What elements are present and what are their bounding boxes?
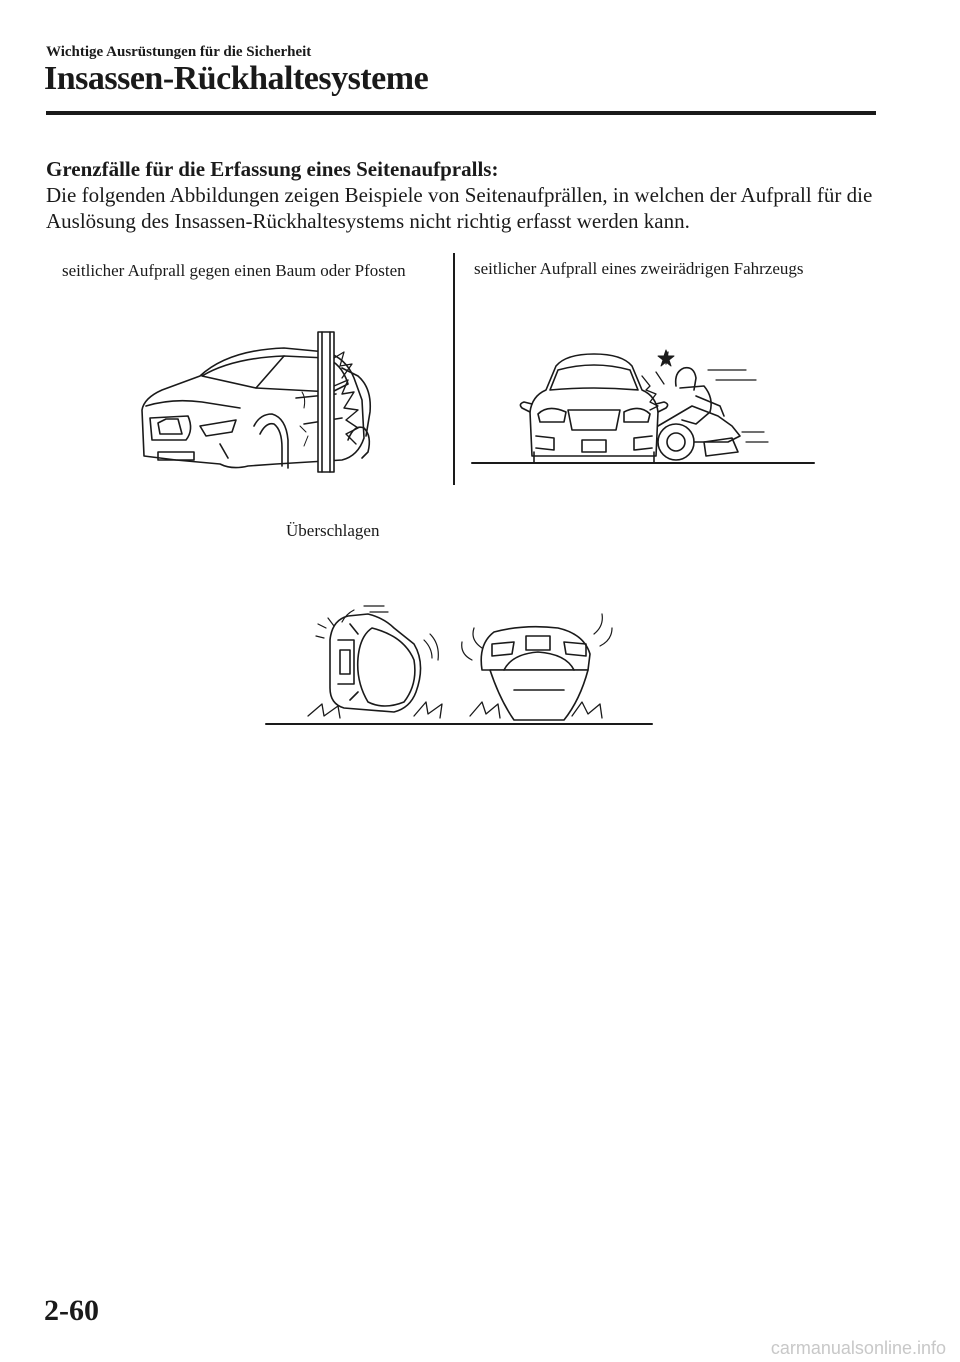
intro-paragraph: Die folgenden Abbildungen zeigen Beispiele von Seitenaufprällen, in welchen der Aufprall für die Auslösung des Insassen-Rückhaltesystems nicht richtig erfasst werden kann.	[46, 183, 873, 233]
page-title: Insassen-Rückhaltesysteme	[44, 60, 429, 97]
motorcycle-impact-illustration	[470, 346, 816, 468]
column-divider	[453, 253, 455, 485]
motorcycle-impact-caption: seitlicher Aufprall eines zweirädrigen Fahrzeugs	[474, 259, 804, 278]
title-rule	[46, 111, 876, 115]
tree-impact-illustration	[136, 328, 386, 478]
page-number: 2-60	[44, 1294, 99, 1327]
watermark-text: carmanualsonline.info	[770, 1338, 946, 1358]
subheading: Grenzfälle für die Erfassung eines Seitenaufpralls:	[46, 157, 499, 181]
tree-impact-caption: seitlicher Aufprall gegen einen Baum oder Pfosten	[62, 261, 406, 280]
rollover-caption: Überschlagen	[286, 521, 380, 540]
rollover-illustration	[264, 604, 654, 730]
section-label: Wichtige Ausrüstungen für die Sicherheit	[46, 44, 312, 60]
